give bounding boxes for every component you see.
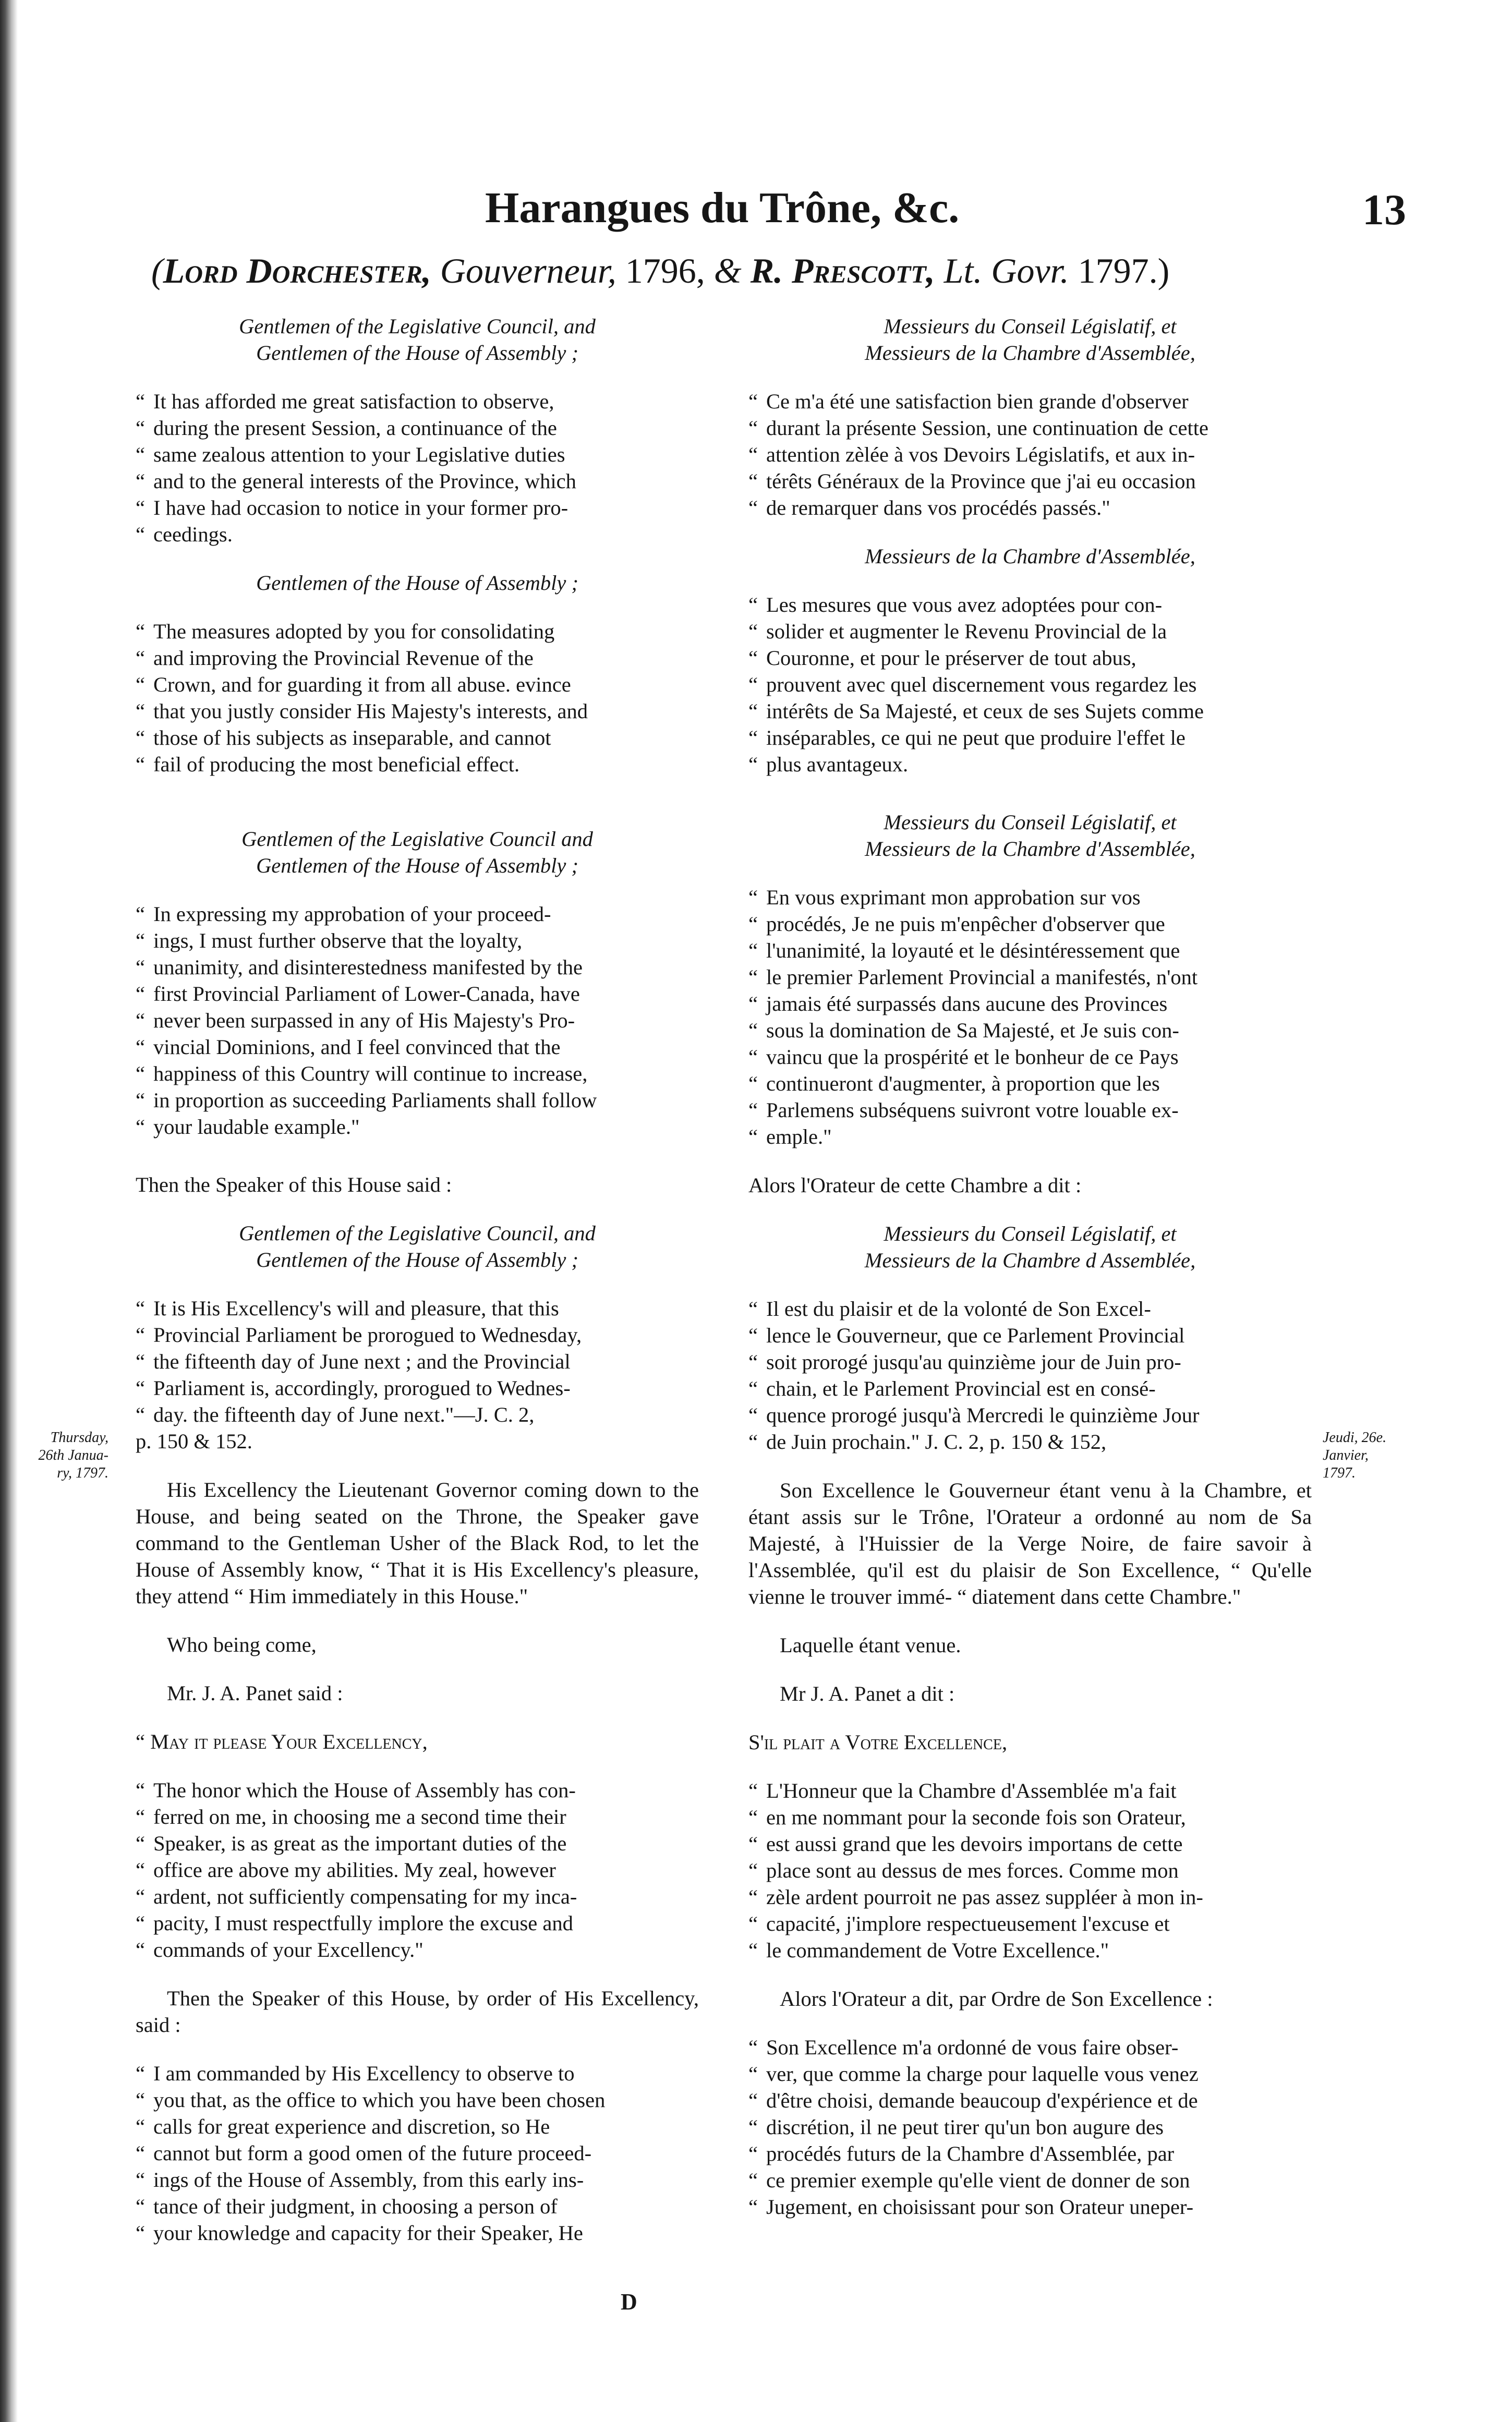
governor-role-1: Gouverneur, <box>431 251 625 290</box>
governor-name-2: R. Prescott, <box>750 251 935 290</box>
speech-line: “ day. the fifteenth day of June next."—J. C. 2, <box>153 1401 699 1428</box>
speech-line: “ continueront d'augmenter, à proportion que les <box>766 1070 1312 1097</box>
speech-line: “ procédés, Je ne puis m'enpêcher d'observer que <box>766 911 1312 937</box>
speech-line: “ emple." <box>766 1123 1312 1150</box>
speech-line: “ Les mesures que vous avez adoptées pour con- <box>766 591 1312 618</box>
speech-line: “ office are above my abilities. My zeal, however <box>153 1857 699 1883</box>
salutation <box>748 809 1312 862</box>
text-line: Messieurs de la Chambre d'Assemblée, <box>865 837 1195 861</box>
speech-line: “ Crown, and for guarding it from all abuse. evince <box>153 671 699 698</box>
speech-block <box>748 2034 1312 2220</box>
speech-block <box>748 1777 1312 1964</box>
text-line: Messieurs du Conseil Législatif, et <box>884 1222 1177 1245</box>
speech-line: “ ings of the House of Assembly, from this early ins- <box>153 2166 699 2193</box>
speech-line: “ ardent, not sufficiently compensating for my inca- <box>153 1883 699 1910</box>
governor-name-1: Lord Dorchester, <box>163 251 431 290</box>
speech-line: “ and improving the Provincial Revenue of the <box>153 645 699 671</box>
text-line: Messieurs de la Chambre d'Assemblée, <box>865 341 1195 365</box>
speech-line: “ est aussi grand que les devoirs importans de cette <box>766 1831 1312 1857</box>
speech-line: “ ferred on me, in choosing me a second time their <box>153 1803 699 1830</box>
speech-line: “ your laudable example." <box>153 1113 699 1140</box>
panet-said: Mr J. A. Panet a dit : <box>780 1682 955 1705</box>
speech-line: “ first Provincial Parliament of Lower-Canada, have <box>153 980 699 1007</box>
speech-line: “ procédés futurs de la Chambre d'Assemblée, par <box>766 2140 1312 2167</box>
speaker-said: Then the Speaker of this House said : <box>136 1173 452 1196</box>
speech-line: “ de Juin prochain." J. C. 2, p. 150 & 152, <box>766 1428 1312 1455</box>
text-line: Janvier, <box>1323 1447 1369 1463</box>
speaker-said: Alors l'Orateur de cette Chambre a dit : <box>748 1173 1082 1197</box>
speech-line: “ ings, I must further observe that the loyalty, <box>153 927 699 954</box>
governor-line <box>151 250 1299 292</box>
speech-line: “ en me nommant pour la seconde fois son Orateur, <box>766 1804 1312 1831</box>
speech-line: “ lence le Gouverneur, que ce Parlement Provincial <box>766 1322 1312 1349</box>
margin-note-left <box>30 1429 108 1482</box>
speech-line: “ place sont au dessus de mes forces. Comme mon <box>766 1857 1312 1884</box>
speech-line: “ le premier Parlement Provincial a manifestés, n'ont <box>766 964 1312 990</box>
text-line: Messieurs du Conseil Législatif, et <box>884 314 1177 338</box>
speech-line: “ pacity, I must respectfully implore the excuse and <box>153 1910 699 1936</box>
speech-line: “ de remarquer dans vos procédés passés." <box>766 494 1312 521</box>
speech-block <box>136 2060 699 2246</box>
speech-line: “ le commandement de Votre Excellence." <box>766 1937 1312 1964</box>
speech-line: “ attention zèlée à vos Devoirs Législatifs, et aux in- <box>766 441 1312 468</box>
arrival-paragraph: His Excellency the Lieutenant Governor coming down to the House, and being seated on the Throne, the Speaker gave command to the Gentleman Usher of the Black Rod, to let the House of Assembly know, “ That it is His Excellency's pleasure, they attend “ Him immediately in this House." <box>136 1478 699 1608</box>
speech-line: “ ceedings. <box>153 521 699 548</box>
speech-line: “ Jugement, en choisissant pour son Orateur uneper- <box>766 2194 1312 2220</box>
speech-line: “ zèle ardent pourroit ne pas assez suppléer à mon in- <box>766 1884 1312 1910</box>
speech-line: “ same zealous attention to your Legislative duties <box>153 441 699 468</box>
speech-block <box>136 388 699 548</box>
speech-line: “ solider et augmenter le Revenu Provincial de la <box>766 618 1312 645</box>
speech-line: “ soit prorogé jusqu'au quinzième jour de Juin pro- <box>766 1349 1312 1375</box>
scan-edge <box>0 0 18 2422</box>
speech-line: “ I am commanded by His Excellency to observe to <box>153 2060 699 2087</box>
salutation <box>748 313 1312 366</box>
speech-block <box>136 1777 699 1963</box>
page-header <box>0 183 1512 245</box>
speech-line: “ you that, as the office to which you have been chosen <box>153 2087 699 2113</box>
page-number: 13 <box>1362 186 1406 234</box>
speech-block <box>748 591 1312 778</box>
speech-line: “ vaincu que la prospérité et le bonheur de ce Pays <box>766 1044 1312 1070</box>
text-line: Gentlemen of the Legislative Council, and <box>239 1221 596 1245</box>
english-column <box>136 313 699 2246</box>
speech-line: “ vincial Dominions, and I feel convinced that the <box>153 1034 699 1060</box>
speaker-order: Alors l'Orateur a dit, par Ordre de Son Excellence : <box>780 1987 1213 2011</box>
text-line: Messieurs de la Chambre d Assemblée, <box>864 1249 1196 1272</box>
speech-line: “ chain, et le Parlement Provincial est en consé- <box>766 1375 1312 1402</box>
speech-block <box>748 1295 1312 1455</box>
speech-line: “ capacité, j'implore respectueusement l'excuse et <box>766 1910 1312 1937</box>
who-being-come: Laquelle étant venue. <box>780 1633 961 1657</box>
speech-line: “ prouvent avec quel discernement vous regardez les <box>766 671 1312 698</box>
speech-line: “ jamais été surpassés dans aucune des Provinces <box>766 990 1312 1017</box>
speech-line: “ d'être choisi, demande beaucoup d'expérience et de <box>766 2087 1312 2114</box>
speech-line: “ tance of their judgment, in choosing a person of <box>153 2193 699 2220</box>
speech-line: “ discrétion, il ne peut tirer qu'un bon augure des <box>766 2114 1312 2140</box>
open-paren: ( <box>151 251 163 290</box>
speech-line: “ the fifteenth day of June next ; and the Provincial <box>153 1348 699 1375</box>
salutation <box>136 313 699 366</box>
signature-mark: D <box>621 2289 637 2315</box>
speech-line: “ L'Honneur que la Chambre d'Assemblée m'a fait <box>766 1777 1312 1804</box>
french-column <box>748 313 1312 2220</box>
ampersand: & <box>713 251 751 290</box>
speech-line: “ those of his subjects as inseparable, and cannot <box>153 724 699 751</box>
speech-line: “ quence prorogé jusqu'à Mercredi le quinzième Jour <box>766 1402 1312 1428</box>
speech-line: “ The honor which the House of Assembly has con- <box>153 1777 699 1803</box>
speech-line: “ inséparables, ce qui ne peut que produire l'effet le <box>766 724 1312 751</box>
text-line: ry, 1797. <box>57 1465 108 1481</box>
speech-line: “ Parliament is, accordingly, prorogued to Wednes- <box>153 1375 699 1401</box>
text-line: 26th Janua- <box>38 1447 108 1463</box>
speaker-order: Then the Speaker of this House, by order of His Excellency, said : <box>136 1987 699 2037</box>
text-line: Thursday, <box>50 1430 108 1446</box>
text-line: Gentlemen of the House of Assembly ; <box>256 854 578 877</box>
speech-line: “ happiness of this Country will continue to increase, <box>153 1060 699 1087</box>
salutation <box>136 1220 699 1273</box>
speech-line: “ ce premier exemple qu'elle vient de donner de son <box>766 2167 1312 2194</box>
speech-line: “ Son Excellence m'a ordonné de vous faire obser- <box>766 2034 1312 2061</box>
speech-block <box>136 1295 699 1428</box>
salutation <box>748 1220 1312 1274</box>
speech-line: “ plus avantageux. <box>766 751 1312 778</box>
speech-line: “ intérêts de Sa Majesté, et ceux de ses Sujets comme <box>766 698 1312 724</box>
margin-note-right <box>1323 1429 1406 1482</box>
speech-line: “ Ce m'a été une satisfaction bien grande d'observer <box>766 388 1312 415</box>
speech-line: “ durant la présente Session, une continuation de cette <box>766 415 1312 441</box>
speech-block <box>136 618 699 778</box>
speech-line: “ It is His Excellency's will and pleasure, that this <box>153 1295 699 1322</box>
speech-line: “ during the present Session, a continuance of the <box>153 415 699 441</box>
text-line: Gentlemen of the Legislative Council and <box>241 827 593 851</box>
speech-line: “ unanimity, and disinterestedness manifested by the <box>153 954 699 980</box>
speech-line: “ l'unanimité, la loyauté et le désintéressement que <box>766 937 1312 964</box>
text-line: Messieurs de la Chambre d'Assemblée, <box>865 544 1195 568</box>
text-line: Gentlemen of the Legislative Council, and <box>239 314 596 338</box>
speech-line: “ Couronne, et pour le préserver de tout abus, <box>766 645 1312 671</box>
may-it-please: “ May it please Your Excellency, <box>136 1730 428 1753</box>
text-line: Messieurs du Conseil Législatif, et <box>884 810 1177 834</box>
panet-said: Mr. J. A. Panet said : <box>167 1681 343 1705</box>
governor-year-2: 1797.) <box>1078 251 1170 290</box>
speech-line: “ Parlemens subséquens suivront votre louable ex- <box>766 1097 1312 1123</box>
speech-line: “ that you justly consider His Majesty's interests, and <box>153 698 699 724</box>
speech-line: “ cannot but form a good omen of the future proceed- <box>153 2140 699 2166</box>
speech-line: “ and to the general interests of the Province, which <box>153 468 699 494</box>
speech-line: “ In expressing my approbation of your proceed- <box>153 901 699 927</box>
speech-line: “ The measures adopted by you for consolidating <box>153 618 699 645</box>
speech-block <box>136 901 699 1140</box>
speech-line: “ commands of your Excellency." <box>153 1936 699 1963</box>
speech-line: “ calls for great experience and discretion, so He <box>153 2113 699 2140</box>
speech-line: “ fail of producing the most beneficial effect. <box>153 751 699 778</box>
speech-block <box>748 884 1312 1150</box>
who-being-come: Who being come, <box>167 1633 317 1656</box>
text-line: Gentlemen of the House of Assembly ; <box>256 571 578 595</box>
journal-reference: p. 150 & 152. <box>136 1430 252 1453</box>
speech-line: “ It has afforded me great satisfaction to observe, <box>153 388 699 415</box>
speech-line: “ Provincial Parliament be prorogued to Wednesday, <box>153 1322 699 1348</box>
may-it-please: S'il plait a Votre Excellence, <box>748 1730 1008 1754</box>
text-line: Jeudi, 26e. <box>1323 1430 1387 1446</box>
speech-block <box>748 388 1312 521</box>
speech-line: “ Speaker, is as great as the important duties of the <box>153 1830 699 1857</box>
governor-year-1: 1796, <box>625 251 714 290</box>
text-line: 1797. <box>1323 1465 1356 1481</box>
speech-line: “ térêts Généraux de la Province que j'ai eu occasion <box>766 468 1312 494</box>
speech-line: “ in proportion as succeeding Parliaments shall follow <box>153 1087 699 1113</box>
governor-role-2: Lt. Govr. <box>935 251 1078 290</box>
speech-line: “ Il est du plaisir et de la volonté de Son Excel- <box>766 1295 1312 1322</box>
text-line: Gentlemen of the House of Assembly ; <box>256 341 578 365</box>
speech-line: “ En vous exprimant mon approbation sur vos <box>766 884 1312 911</box>
salutation <box>136 826 699 879</box>
text-line: Gentlemen of the House of Assembly ; <box>256 1248 578 1271</box>
page-title: Harangues du Trône, &c. <box>485 184 960 232</box>
salutation <box>748 543 1312 570</box>
speech-line: “ I have had occasion to notice in your former pro- <box>153 494 699 521</box>
arrival-paragraph: Son Excellence le Gouverneur étant venu à la Chambre, et étant assis sur le Trône, l'Orateur a ordonné au nom de Sa Majesté, à l'Huissier de la Verge Noire, de faire savoir à l'Assemblée, qu'il est du plaisir de Son Excellence, “ Qu'elle vienne le trouver immé- “ diatement dans cette Chambre." <box>748 1479 1312 1608</box>
speech-line: “ sous la domination de Sa Majesté, et Je suis con- <box>766 1017 1312 1044</box>
speech-line: “ never been surpassed in any of His Majesty's Pro- <box>153 1007 699 1034</box>
speech-line: “ ver, que comme la charge pour laquelle vous venez <box>766 2061 1312 2087</box>
speech-line: “ your knowledge and capacity for their Speaker, He <box>153 2220 699 2246</box>
salutation <box>136 570 699 596</box>
